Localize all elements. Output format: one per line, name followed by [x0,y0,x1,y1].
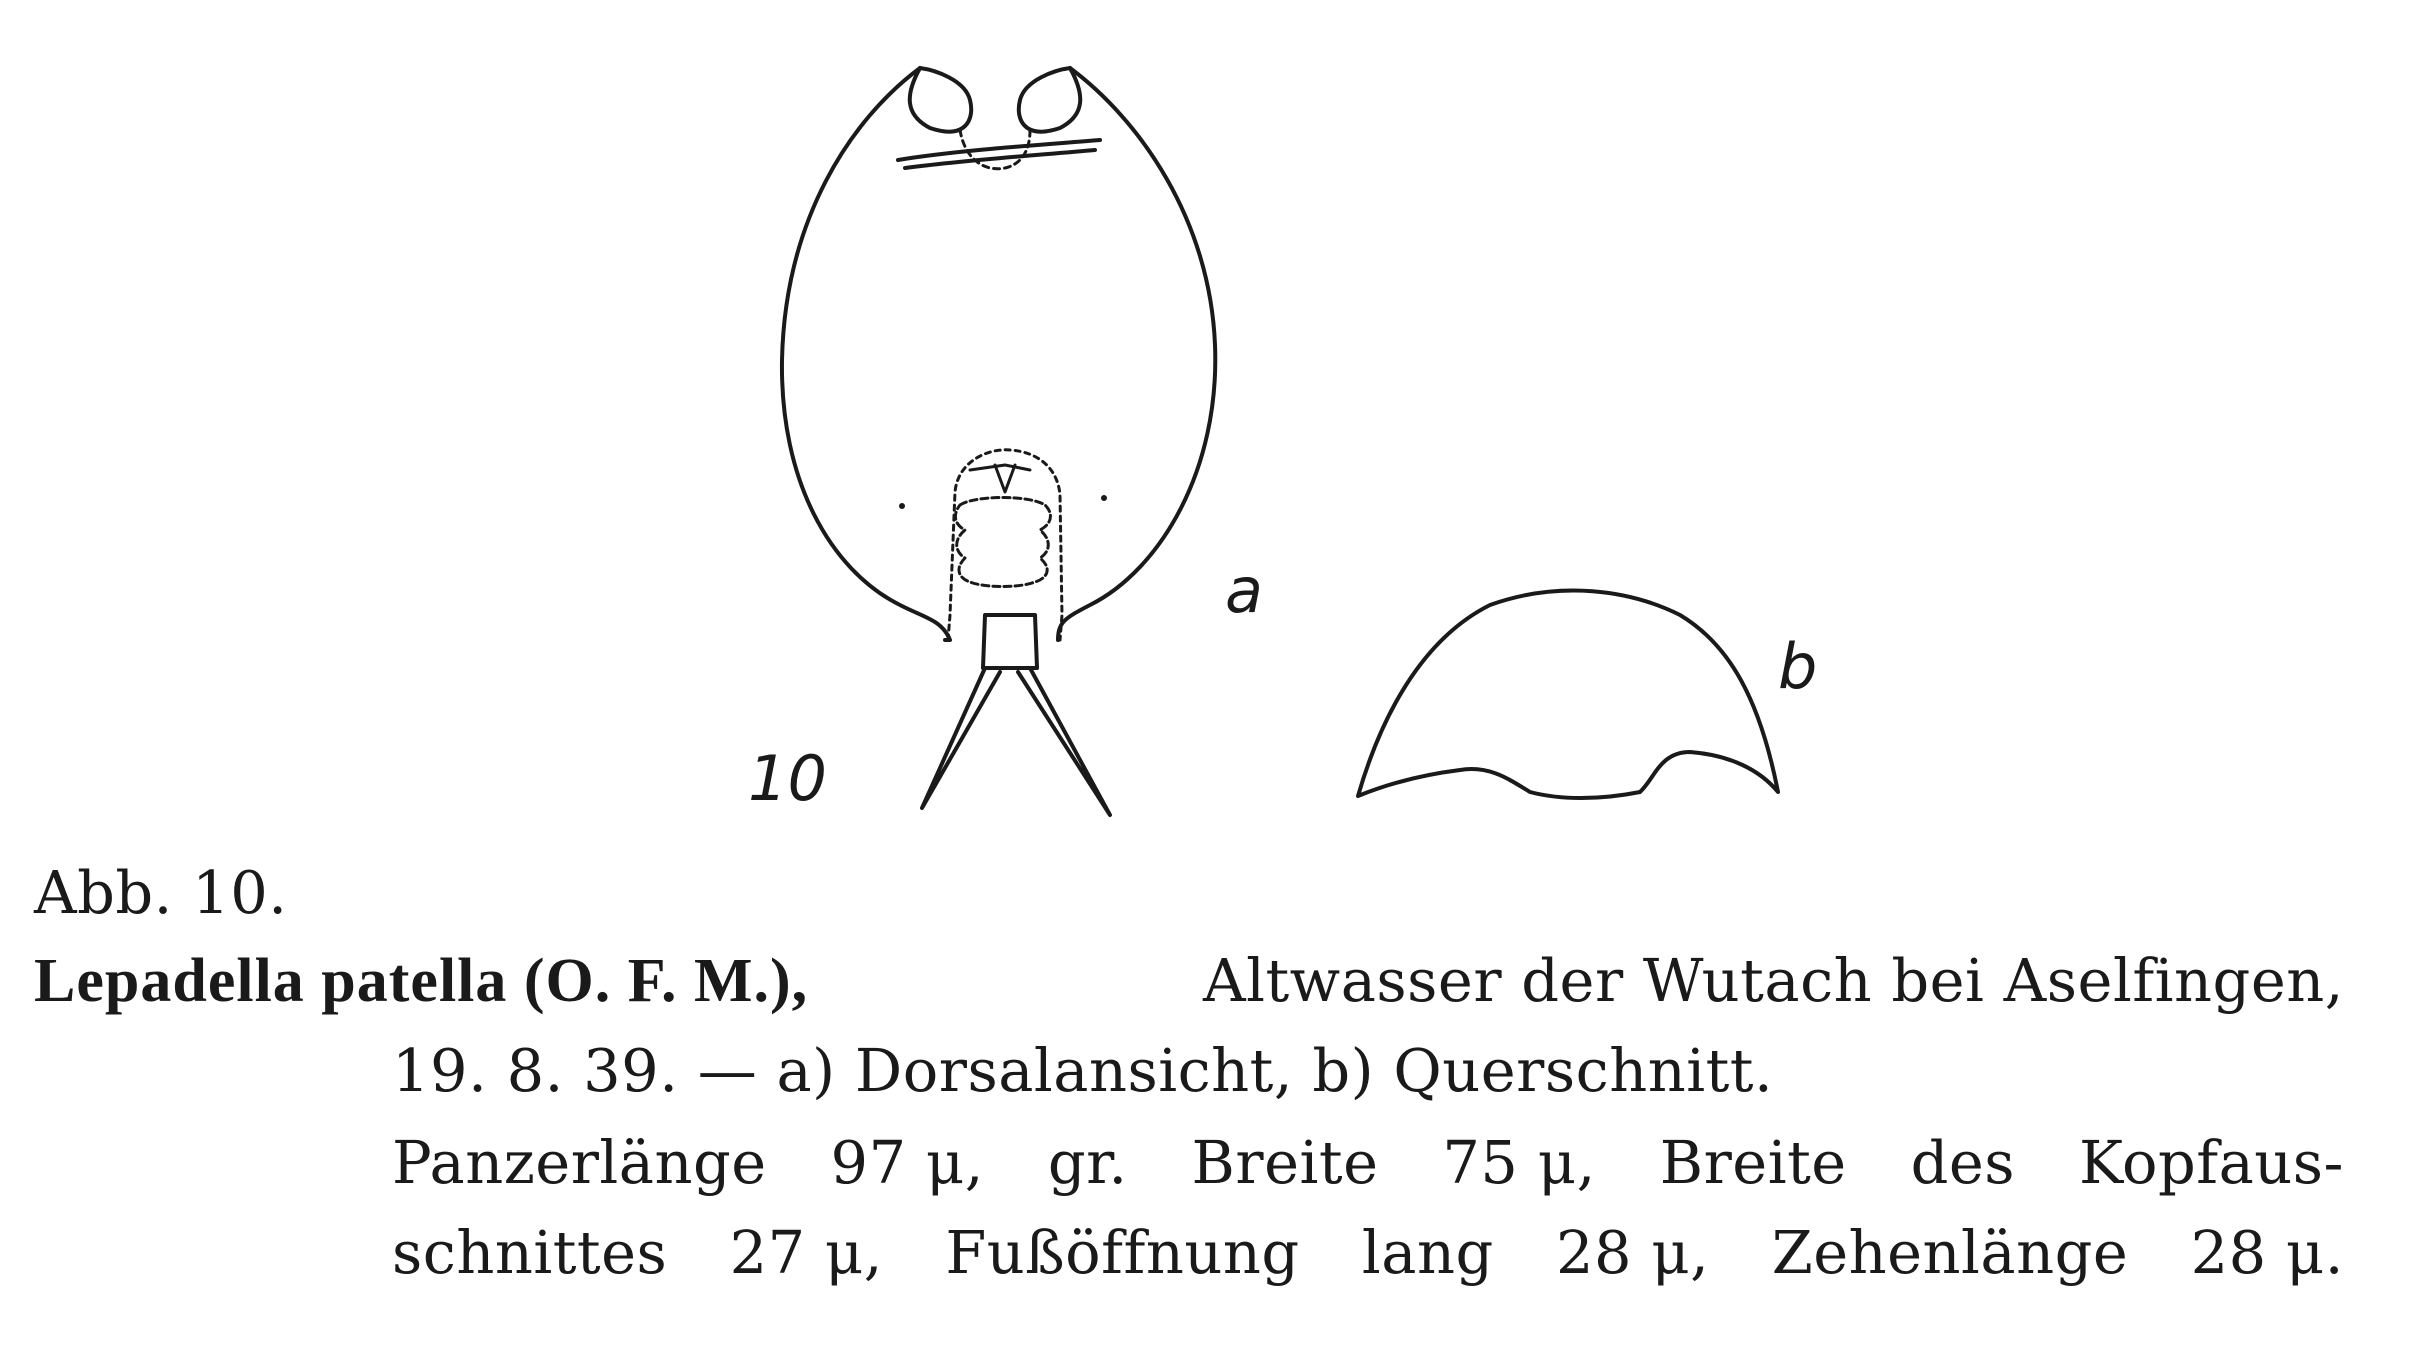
measure-word: Kopfaus- [2078,1128,2344,1197]
measure-value: 28 μ. [2190,1218,2344,1287]
caption-line-2: 19. 8. 39. — a) Dorsalansicht, b) Querschnitt. [392,1036,1774,1105]
cross-section-drawing [1358,591,1778,798]
species-name: Lepadella patella (O. F. M.), [34,947,809,1015]
dorsal-view-drawing [782,68,1215,815]
panel-b-label: b [1778,630,1818,703]
measure-word: Zehenlänge [1771,1218,2129,1287]
caption-label: Abb. 10. [34,858,288,927]
measure-value: 97 μ, [830,1128,984,1197]
measure-word: Breite [1659,1128,1847,1197]
panel-a-label: a [1225,554,1263,627]
figure-number: 10 [748,742,827,815]
measure-word: Breite [1191,1128,1379,1197]
caption-line-4 [392,1208,2344,1298]
measure-word: Fußöffnung [945,1218,1300,1287]
locality-text: Altwasser der Wutach bei Aselfingen, [1203,946,2344,1015]
measure-value: 28 μ, [1556,1218,1710,1287]
measure-word: lang [1361,1218,1494,1287]
caption-line-3 [392,1118,2344,1208]
measure-word: des [1910,1128,2016,1197]
measure-value: 75 μ, [1442,1128,1596,1197]
caption-line-1 [34,936,2344,1026]
measure-word: Panzerlänge [392,1128,767,1197]
measure-value: 27 μ, [729,1218,884,1287]
measure-word: gr. [1047,1128,1128,1197]
measure-word: schnittes [392,1218,668,1287]
